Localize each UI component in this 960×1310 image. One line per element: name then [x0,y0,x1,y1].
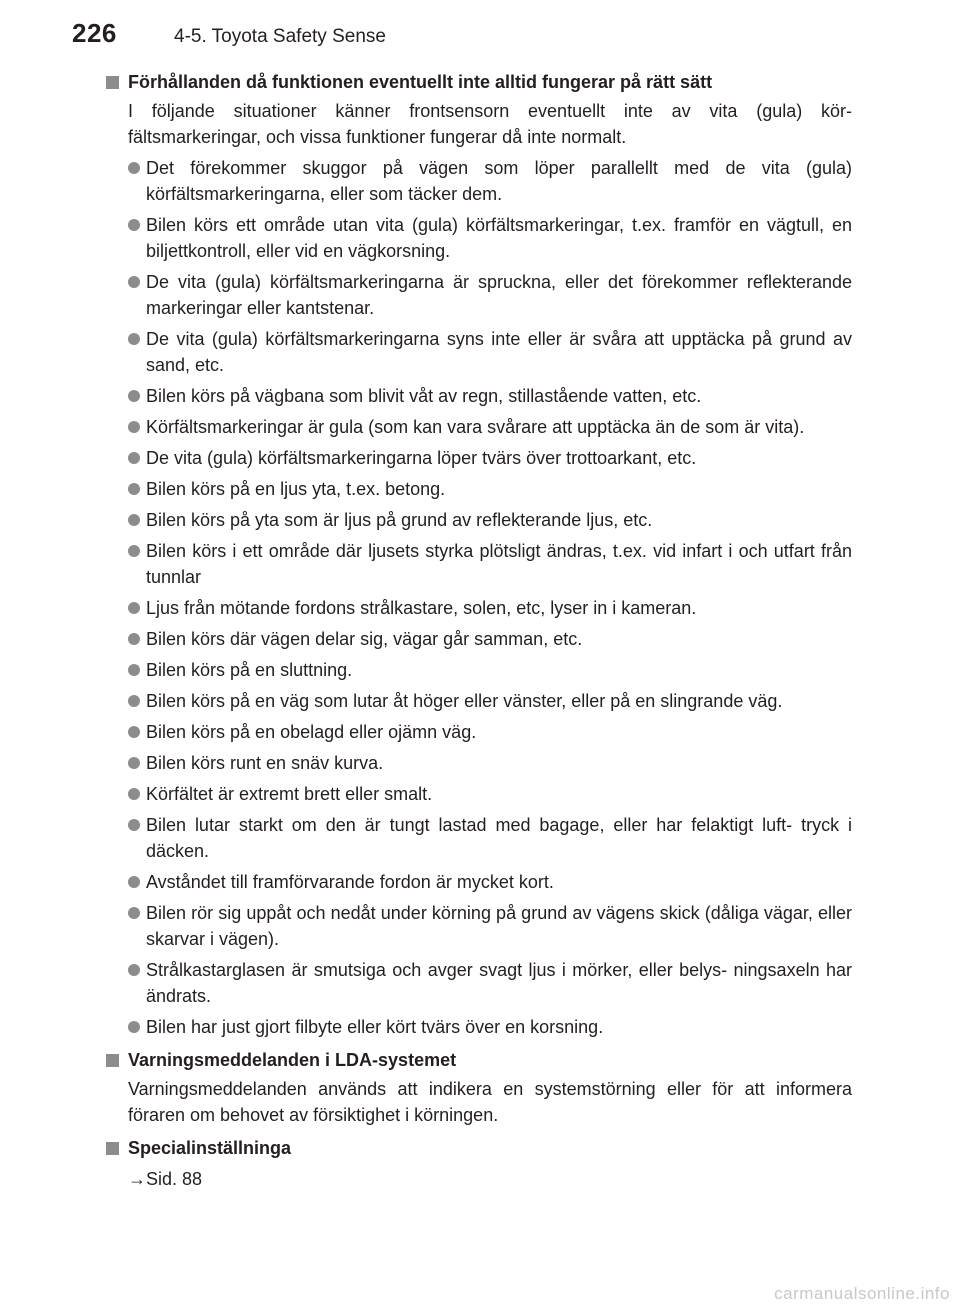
section-heading-text: Förhållanden då funktionen eventuellt inte alltid fungerar på rätt sätt [128,72,713,92]
bullet-dot-icon [128,1021,140,1033]
bullet-dot-icon [128,757,140,769]
list-item [106,900,852,952]
list-item [106,538,852,590]
list-item [106,719,852,745]
list-item [106,269,852,321]
square-bullet-icon [106,1054,119,1067]
bullet-dot-icon [128,907,140,919]
list-item-text: Bilen körs på en sluttning. [146,660,353,680]
list-item-text: Bilen körs där vägen delar sig, vägar går samman, etc. [146,629,583,649]
section-heading [106,70,852,94]
bullet-dot-icon [128,664,140,676]
list-item [106,326,852,378]
list-item [106,445,852,471]
list-item-text: De vita (gula) körfältsmarkeringarna är spruckna, eller det förekommer reflekterande markeringar eller kantstenar. [146,272,852,318]
list-item-text: Avståndet till framförvarande fordon är mycket kort. [146,872,554,892]
bullet-dot-icon [128,633,140,645]
list-item-text: Bilen körs på vägbana som blivit våt av regn, stillastående vatten, etc. [146,386,702,406]
page-header [72,18,892,58]
bullet-dot-icon [128,483,140,495]
list-item [106,595,852,621]
bullet-dot-icon [128,545,140,557]
square-bullet-icon [106,76,119,89]
list-item-text: Bilen har just gjort filbyte eller kört tvärs över en korsning. [146,1017,604,1037]
list-item [106,212,852,264]
bullet-dot-icon [128,819,140,831]
list-item [106,657,852,683]
list-item-text: Bilen lutar starkt om den är tungt lastad med bagage, eller har felaktigt luft- tryck i däcken. [146,815,852,861]
page-content [106,70,852,1192]
list-item-text: De vita (gula) körfältsmarkeringarna syns inte eller är svåra att upptäcka på grund av sand, etc. [146,329,852,375]
section-heading [106,1136,852,1160]
list-item [106,1014,852,1040]
watermark: carmanualsonline.info [774,1284,950,1303]
list-item [106,626,852,652]
page-number: 226 [72,18,117,48]
list-item-text: Bilen körs på en obelagd eller ojämn väg. [146,722,477,742]
list-item [106,869,852,895]
bullet-dot-icon [128,219,140,231]
bullet-dot-icon [128,421,140,433]
section-heading-text: Varningsmeddelanden i LDA-systemet [128,1050,457,1070]
list-item-text: De vita (gula) körfältsmarkeringarna löper tvärs över trottoarkant, etc. [146,448,697,468]
list-item [106,781,852,807]
bullet-dot-icon [128,514,140,526]
list-item-text: Det förekommer skuggor på vägen som löper parallellt med de vita (gula) körfältsmarkeringarna, eller som täcker dem. [146,158,852,204]
bullet-dot-icon [128,788,140,800]
list-item-text: Bilen körs på en väg som lutar åt höger eller vänster, eller på en slingrande väg. [146,691,783,711]
bullet-dot-icon [128,964,140,976]
list-item-text: Strålkastarglasen är smutsiga och avger svagt ljus i mörker, eller belys- ningsaxeln har ändrats. [146,960,852,1006]
section-heading [106,1048,852,1072]
page-reference: →Sid. 88 [128,1169,203,1189]
list-item-text: Bilen körs runt en snäv kurva. [146,753,384,773]
list-item-text: Bilen körs ett område utan vita (gula) körfältsmarkeringar, t.ex. framför en vägtull, en biljettkontroll, eller vid en vägkorsning. [146,215,852,261]
bullet-dot-icon [128,162,140,174]
section-intro: Varningsmeddelanden används att indikera en systemstörning eller för att informera föraren om behovet av försiktighet i körningen. [128,1079,852,1125]
bullet-dot-icon [128,726,140,738]
list-item [106,750,852,776]
list-item-text: Körfältet är extremt brett eller smalt. [146,784,433,804]
section-title: 4-5. Toyota Safety Sense [174,26,386,47]
list-item [106,812,852,864]
list-item-text: Ljus från mötande fordons strålkastare, solen, etc, lyser in i kameran. [146,598,697,618]
list-item [106,476,852,502]
list-item [106,507,852,533]
list-item-text: Bilen rör sig uppåt och nedåt under körning på grund av vägens skick (dåliga vägar, eller skarvar i vägen). [146,903,852,949]
bullet-dot-icon [128,390,140,402]
list-item [106,957,852,1009]
square-bullet-icon [106,1142,119,1155]
section-intro: I följande situationer känner frontsensorn eventuellt inte av vita (gula) kör- fältsmarkeringar, och vissa funktioner fungerar då inte normalt. [128,101,852,147]
bullet-list [106,155,852,1040]
list-item-text: Bilen körs på en ljus yta, t.ex. betong. [146,479,446,499]
bullet-dot-icon [128,876,140,888]
list-item-text: Bilen körs på yta som är ljus på grund av reflekterande ljus, etc. [146,510,653,530]
list-item [106,688,852,714]
list-item [106,383,852,409]
list-item-text: Körfältsmarkeringar är gula (som kan vara svårare att upptäcka än de som är vita). [146,417,805,437]
list-item [106,155,852,207]
list-item-text: Bilen körs i ett område där ljusets styrka plötsligt ändras, t.ex. vid infart i och utfart från tunnlar [146,541,852,587]
bullet-dot-icon [128,602,140,614]
bullet-dot-icon [128,695,140,707]
list-item [106,414,852,440]
bullet-dot-icon [128,276,140,288]
bullet-dot-icon [128,333,140,345]
section-heading-text: Specialinställninga [128,1138,292,1158]
bullet-dot-icon [128,452,140,464]
